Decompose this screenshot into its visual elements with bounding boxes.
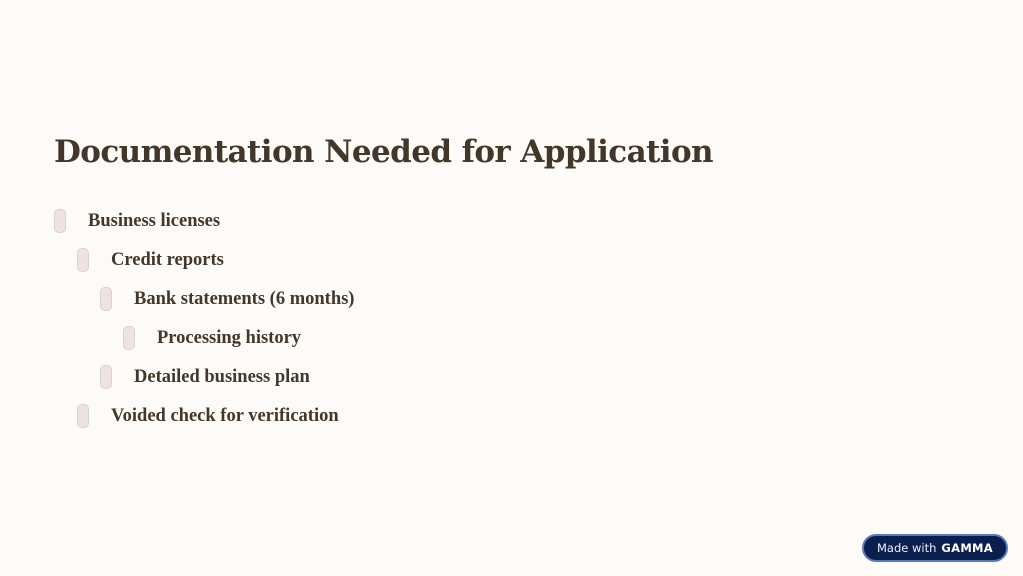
made-with-gamma-badge[interactable] xyxy=(862,534,1008,562)
list-item-label: Business licenses xyxy=(88,211,221,231)
list-item-label: Credit reports xyxy=(111,250,224,270)
bullet-marker xyxy=(100,287,112,311)
slide-title: Documentation Needed for Application xyxy=(54,134,713,170)
bullet-marker xyxy=(100,365,112,389)
list-item-label: Processing history xyxy=(157,328,302,348)
badge-text: Made with xyxy=(876,541,937,555)
bullet-marker xyxy=(54,209,66,233)
list-item-label: Voided check for verification xyxy=(111,406,339,426)
list-item-label: Bank statements (6 months) xyxy=(134,289,355,309)
bullet-marker xyxy=(77,248,89,272)
bullet-marker xyxy=(123,326,135,350)
bullet-marker xyxy=(77,404,89,428)
list-item-label: Detailed business plan xyxy=(134,367,310,387)
gamma-logo-text: GAMMA xyxy=(941,541,994,555)
